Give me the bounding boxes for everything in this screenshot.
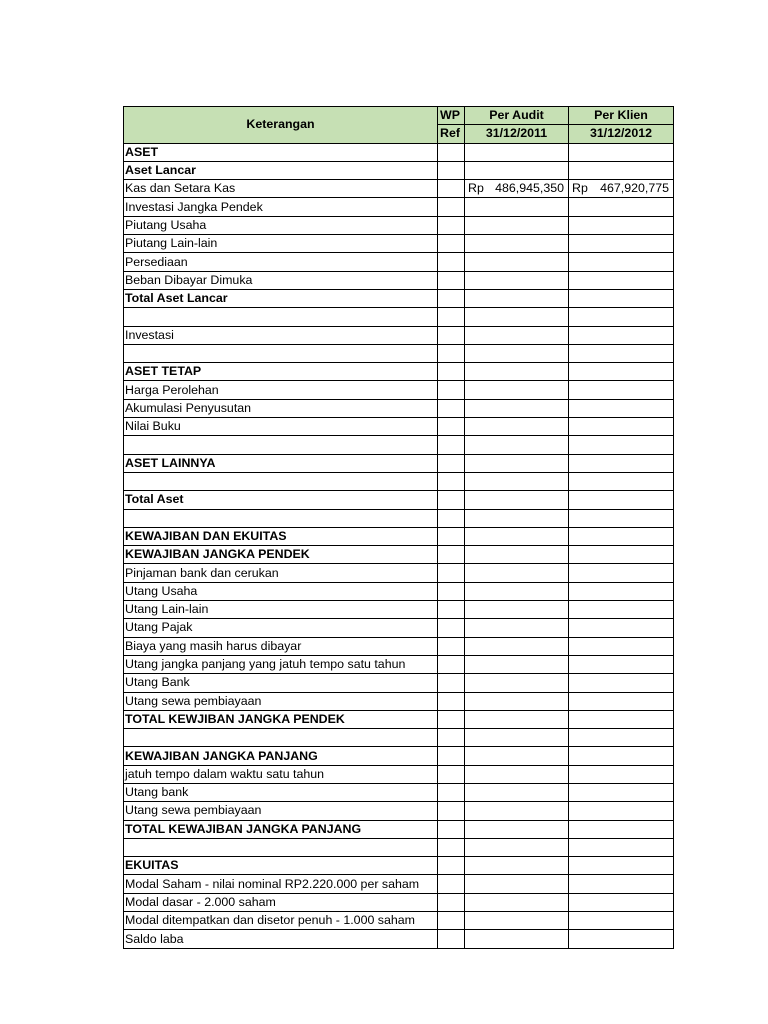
per-klien-cell <box>569 692 674 710</box>
wp-ref-cell <box>438 216 465 234</box>
table-row <box>124 546 674 564</box>
wp-ref-cell <box>438 180 465 198</box>
currency-symbol: Rp <box>572 181 588 196</box>
row-label: Utang sewa pembiayaan <box>124 692 438 710</box>
per-audit-cell <box>465 454 569 472</box>
per-klien-cell <box>569 491 674 509</box>
table-row <box>124 802 674 820</box>
row-label: Akumulasi Penyusutan <box>124 399 438 417</box>
row-label: ASET TETAP <box>124 363 438 381</box>
wp-ref-cell <box>438 235 465 253</box>
wp-ref-cell <box>438 857 465 875</box>
row-label <box>124 509 438 527</box>
table-row <box>124 253 674 271</box>
per-audit-cell <box>465 802 569 820</box>
table-row <box>124 235 674 253</box>
per-klien-cell <box>569 619 674 637</box>
per-audit-cell <box>465 418 569 436</box>
row-label: Investasi <box>124 326 438 344</box>
row-label: KEWAJIBAN JANGKA PANJANG <box>124 747 438 765</box>
row-label: Nilai Buku <box>124 418 438 436</box>
per-audit-cell <box>465 491 569 509</box>
row-label: KEWAJIBAN DAN EKUITAS <box>124 527 438 545</box>
per-audit-cell <box>465 930 569 948</box>
per-klien-cell <box>569 546 674 564</box>
per-klien-cell <box>569 857 674 875</box>
per-klien-cell <box>569 381 674 399</box>
per-audit-cell <box>465 875 569 893</box>
row-label <box>124 344 438 362</box>
balance-sheet-table <box>123 106 674 949</box>
table-row <box>124 601 674 619</box>
table-row <box>124 472 674 490</box>
per-audit-cell <box>465 326 569 344</box>
per-audit-cell <box>465 472 569 490</box>
row-label: Total Aset <box>124 491 438 509</box>
table-header <box>124 107 674 144</box>
wp-ref-cell <box>438 472 465 490</box>
row-label: Total Aset Lancar <box>124 289 438 307</box>
table-row <box>124 180 674 198</box>
per-audit-cell <box>465 637 569 655</box>
per-klien-cell <box>569 710 674 728</box>
per-audit-cell <box>465 180 569 198</box>
per-klien-cell <box>569 601 674 619</box>
wp-ref-cell <box>438 619 465 637</box>
wp-ref-cell <box>438 912 465 930</box>
per-klien-cell <box>569 930 674 948</box>
header-per-audit: Per Audit <box>465 107 569 125</box>
table-row <box>124 765 674 783</box>
per-klien-cell <box>569 729 674 747</box>
per-klien-cell <box>569 472 674 490</box>
table-row <box>124 308 674 326</box>
per-audit-cell <box>465 216 569 234</box>
per-audit-cell <box>465 143 569 161</box>
row-label: Utang Bank <box>124 674 438 692</box>
wp-ref-cell <box>438 308 465 326</box>
per-audit-cell <box>465 655 569 673</box>
per-audit-cell <box>465 601 569 619</box>
per-klien-cell <box>569 308 674 326</box>
wp-ref-cell <box>438 637 465 655</box>
row-label: TOTAL KEWJIBAN JANGKA PENDEK <box>124 710 438 728</box>
table-row <box>124 912 674 930</box>
table-row <box>124 326 674 344</box>
wp-ref-cell <box>438 582 465 600</box>
wp-ref-cell <box>438 491 465 509</box>
table-row <box>124 582 674 600</box>
table-row <box>124 893 674 911</box>
table-row <box>124 381 674 399</box>
amount-number: 467,920,775 <box>600 181 669 196</box>
per-audit-cell <box>465 198 569 216</box>
per-klien-cell <box>569 564 674 582</box>
row-label: Utang sewa pembiayaan <box>124 802 438 820</box>
wp-ref-cell <box>438 710 465 728</box>
per-audit-cell <box>465 253 569 271</box>
per-audit-cell <box>465 308 569 326</box>
table-row <box>124 143 674 161</box>
table-row <box>124 710 674 728</box>
per-klien-cell <box>569 418 674 436</box>
header-per-audit-date: 31/12/2011 <box>465 125 569 143</box>
per-audit-cell <box>465 289 569 307</box>
table-row <box>124 857 674 875</box>
wp-ref-cell <box>438 509 465 527</box>
per-klien-cell <box>569 802 674 820</box>
row-label: Modal dasar - 2.000 saham <box>124 893 438 911</box>
wp-ref-cell <box>438 692 465 710</box>
table-row <box>124 418 674 436</box>
wp-ref-cell <box>438 875 465 893</box>
wp-ref-cell <box>438 838 465 856</box>
table-row <box>124 820 674 838</box>
row-label: Aset Lancar <box>124 161 438 179</box>
per-klien-cell <box>569 912 674 930</box>
header-wp: WP <box>438 107 465 125</box>
wp-ref-cell <box>438 436 465 454</box>
row-label: ASET <box>124 143 438 161</box>
wp-ref-cell <box>438 143 465 161</box>
table-body <box>124 143 674 948</box>
per-klien-cell <box>569 161 674 179</box>
table-row <box>124 930 674 948</box>
header-ref: Ref <box>438 125 465 143</box>
wp-ref-cell <box>438 655 465 673</box>
row-label: Piutang Lain-lain <box>124 235 438 253</box>
per-klien-cell <box>569 838 674 856</box>
wp-ref-cell <box>438 802 465 820</box>
per-audit-cell <box>465 820 569 838</box>
wp-ref-cell <box>438 344 465 362</box>
per-audit-cell <box>465 674 569 692</box>
row-label: Kas dan Setara Kas <box>124 180 438 198</box>
per-klien-cell <box>569 271 674 289</box>
currency-symbol: Rp <box>468 181 484 196</box>
per-klien-cell <box>569 344 674 362</box>
per-klien-cell <box>569 399 674 417</box>
per-audit-cell <box>465 729 569 747</box>
per-audit-cell <box>465 436 569 454</box>
table-row <box>124 655 674 673</box>
row-label: Utang Pajak <box>124 619 438 637</box>
wp-ref-cell <box>438 363 465 381</box>
per-klien-cell <box>569 198 674 216</box>
row-label: TOTAL KEWAJIBAN JANGKA PANJANG <box>124 820 438 838</box>
per-audit-cell <box>465 857 569 875</box>
table-row <box>124 875 674 893</box>
row-label: Pinjaman bank dan cerukan <box>124 564 438 582</box>
wp-ref-cell <box>438 418 465 436</box>
row-label: Harga Perolehan <box>124 381 438 399</box>
table-row <box>124 399 674 417</box>
table-row <box>124 564 674 582</box>
table-row <box>124 838 674 856</box>
per-klien-cell <box>569 875 674 893</box>
per-klien-cell <box>569 143 674 161</box>
wp-ref-cell <box>438 399 465 417</box>
per-klien-cell <box>569 582 674 600</box>
wp-ref-cell <box>438 747 465 765</box>
per-klien-cell <box>569 893 674 911</box>
per-audit-cell <box>465 765 569 783</box>
per-klien-cell <box>569 820 674 838</box>
row-label <box>124 308 438 326</box>
table-row <box>124 729 674 747</box>
wp-ref-cell <box>438 893 465 911</box>
row-label: Beban Dibayar Dimuka <box>124 271 438 289</box>
wp-ref-cell <box>438 326 465 344</box>
row-label: Persediaan <box>124 253 438 271</box>
per-klien-cell <box>569 216 674 234</box>
per-audit-cell <box>465 344 569 362</box>
wp-ref-cell <box>438 820 465 838</box>
row-label: EKUITAS <box>124 857 438 875</box>
row-label: Biaya yang masih harus dibayar <box>124 637 438 655</box>
per-audit-cell <box>465 381 569 399</box>
per-klien-cell <box>569 655 674 673</box>
row-label: ASET LAINNYA <box>124 454 438 472</box>
wp-ref-cell <box>438 564 465 582</box>
wp-ref-cell <box>438 729 465 747</box>
per-audit-cell <box>465 912 569 930</box>
wp-ref-cell <box>438 289 465 307</box>
header-per-klien-date: 31/12/2012 <box>569 125 674 143</box>
per-klien-cell <box>569 363 674 381</box>
row-label: Utang bank <box>124 783 438 801</box>
row-label: Utang Lain-lain <box>124 601 438 619</box>
per-klien-cell <box>569 637 674 655</box>
per-audit-cell <box>465 783 569 801</box>
amount-value <box>570 180 672 197</box>
table-row <box>124 637 674 655</box>
row-label: Utang Usaha <box>124 582 438 600</box>
table-row <box>124 619 674 637</box>
per-klien-cell <box>569 674 674 692</box>
table-row <box>124 289 674 307</box>
per-audit-cell <box>465 399 569 417</box>
table-row <box>124 216 674 234</box>
per-klien-cell <box>569 436 674 454</box>
wp-ref-cell <box>438 527 465 545</box>
table-row <box>124 491 674 509</box>
per-audit-cell <box>465 710 569 728</box>
per-audit-cell <box>465 692 569 710</box>
wp-ref-cell <box>438 674 465 692</box>
wp-ref-cell <box>438 765 465 783</box>
row-label <box>124 472 438 490</box>
table-row <box>124 674 674 692</box>
row-label <box>124 838 438 856</box>
row-label: KEWAJIBAN JANGKA PENDEK <box>124 546 438 564</box>
per-klien-cell <box>569 527 674 545</box>
wp-ref-cell <box>438 253 465 271</box>
table-row <box>124 527 674 545</box>
amount-number: 486,945,350 <box>495 181 564 196</box>
row-label: Utang jangka panjang yang jatuh tempo satu tahun <box>124 655 438 673</box>
table-row <box>124 271 674 289</box>
table-row <box>124 198 674 216</box>
row-label: jatuh tempo dalam waktu satu tahun <box>124 765 438 783</box>
row-label <box>124 436 438 454</box>
per-klien-cell <box>569 180 674 198</box>
row-label: Piutang Usaha <box>124 216 438 234</box>
table-row <box>124 509 674 527</box>
wp-ref-cell <box>438 930 465 948</box>
per-klien-cell <box>569 509 674 527</box>
per-audit-cell <box>465 619 569 637</box>
wp-ref-cell <box>438 783 465 801</box>
wp-ref-cell <box>438 198 465 216</box>
per-klien-cell <box>569 326 674 344</box>
per-klien-cell <box>569 235 674 253</box>
per-audit-cell <box>465 271 569 289</box>
per-audit-cell <box>465 363 569 381</box>
table-row <box>124 454 674 472</box>
table-row <box>124 436 674 454</box>
wp-ref-cell <box>438 161 465 179</box>
per-audit-cell <box>465 582 569 600</box>
per-klien-cell <box>569 747 674 765</box>
per-klien-cell <box>569 765 674 783</box>
per-audit-cell <box>465 509 569 527</box>
per-klien-cell <box>569 783 674 801</box>
per-audit-cell <box>465 564 569 582</box>
per-audit-cell <box>465 546 569 564</box>
row-label <box>124 729 438 747</box>
table-row <box>124 783 674 801</box>
per-klien-cell <box>569 454 674 472</box>
per-klien-cell <box>569 253 674 271</box>
table-row <box>124 344 674 362</box>
per-audit-cell <box>465 838 569 856</box>
wp-ref-cell <box>438 454 465 472</box>
per-audit-cell <box>465 235 569 253</box>
row-label: Saldo laba <box>124 930 438 948</box>
amount-value <box>466 180 567 197</box>
header-per-klien: Per Klien <box>569 107 674 125</box>
table-row <box>124 161 674 179</box>
wp-ref-cell <box>438 381 465 399</box>
per-audit-cell <box>465 527 569 545</box>
per-audit-cell <box>465 747 569 765</box>
wp-ref-cell <box>438 271 465 289</box>
wp-ref-cell <box>438 601 465 619</box>
row-label: Investasi Jangka Pendek <box>124 198 438 216</box>
per-audit-cell <box>465 893 569 911</box>
header-keterangan: Keterangan <box>124 107 438 144</box>
table-row <box>124 692 674 710</box>
wp-ref-cell <box>438 546 465 564</box>
table-row <box>124 747 674 765</box>
row-label: Modal ditempatkan dan disetor penuh - 1.000 saham <box>124 912 438 930</box>
per-klien-cell <box>569 289 674 307</box>
per-audit-cell <box>465 161 569 179</box>
row-label: Modal Saham - nilai nominal RP2.220.000 per saham <box>124 875 438 893</box>
table-row <box>124 363 674 381</box>
